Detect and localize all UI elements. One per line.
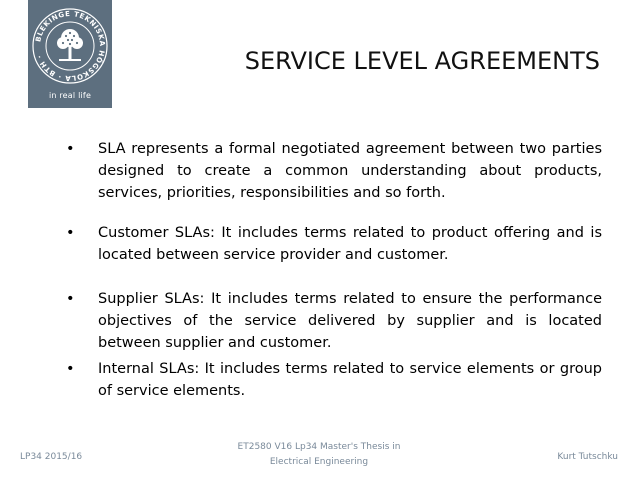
bullet-marker: • — [66, 141, 75, 157]
bullet-marker: • — [66, 291, 75, 307]
bullet-marker: • — [66, 361, 75, 377]
footer-author: Kurt Tutschku — [557, 452, 618, 462]
bullet-text: Supplier SLAs: It includes terms related to ensure the performance objectives of the service delivered by supplier and is located between supplier and customer. — [98, 291, 602, 351]
footer-course-title-line2: Electrical Engineering — [269, 457, 369, 467]
bullet-item — [66, 138, 602, 204]
svg-text:BLEKINGE TEKNISKA HÖGSKOLA · B: BLEKINGE TEKNISKA HÖGSKOLA · BTH · — [34, 9, 107, 83]
bullet-item — [66, 358, 602, 402]
bullet-marker: • — [66, 225, 75, 241]
bullet-text: Internal SLAs: It includes terms related to service elements or group of service elements. — [98, 361, 602, 399]
bullet-item — [66, 288, 602, 354]
bullet-text: Customer SLAs: It includes terms related to product offering and is located between service provider and customer. — [98, 225, 602, 263]
slide-title: SERVICE LEVEL AGREEMENTS — [244, 47, 600, 75]
bullet-item — [66, 222, 602, 266]
bullet-text: SLA represents a formal negotiated agreement between two parties designed to create a common understanding about products, services, priorities, responsibilities and so forth. — [98, 141, 602, 201]
footer-course-title — [200, 440, 438, 470]
footer-course-period: LP34 2015/16 — [20, 452, 83, 462]
footer-course-title-line1: ET2580 V16 Lp34 Master's Thesis in — [237, 442, 401, 452]
university-logo — [28, 0, 112, 108]
seal-icon — [28, 0, 112, 92]
logo-tagline: in real life — [48, 91, 92, 100]
